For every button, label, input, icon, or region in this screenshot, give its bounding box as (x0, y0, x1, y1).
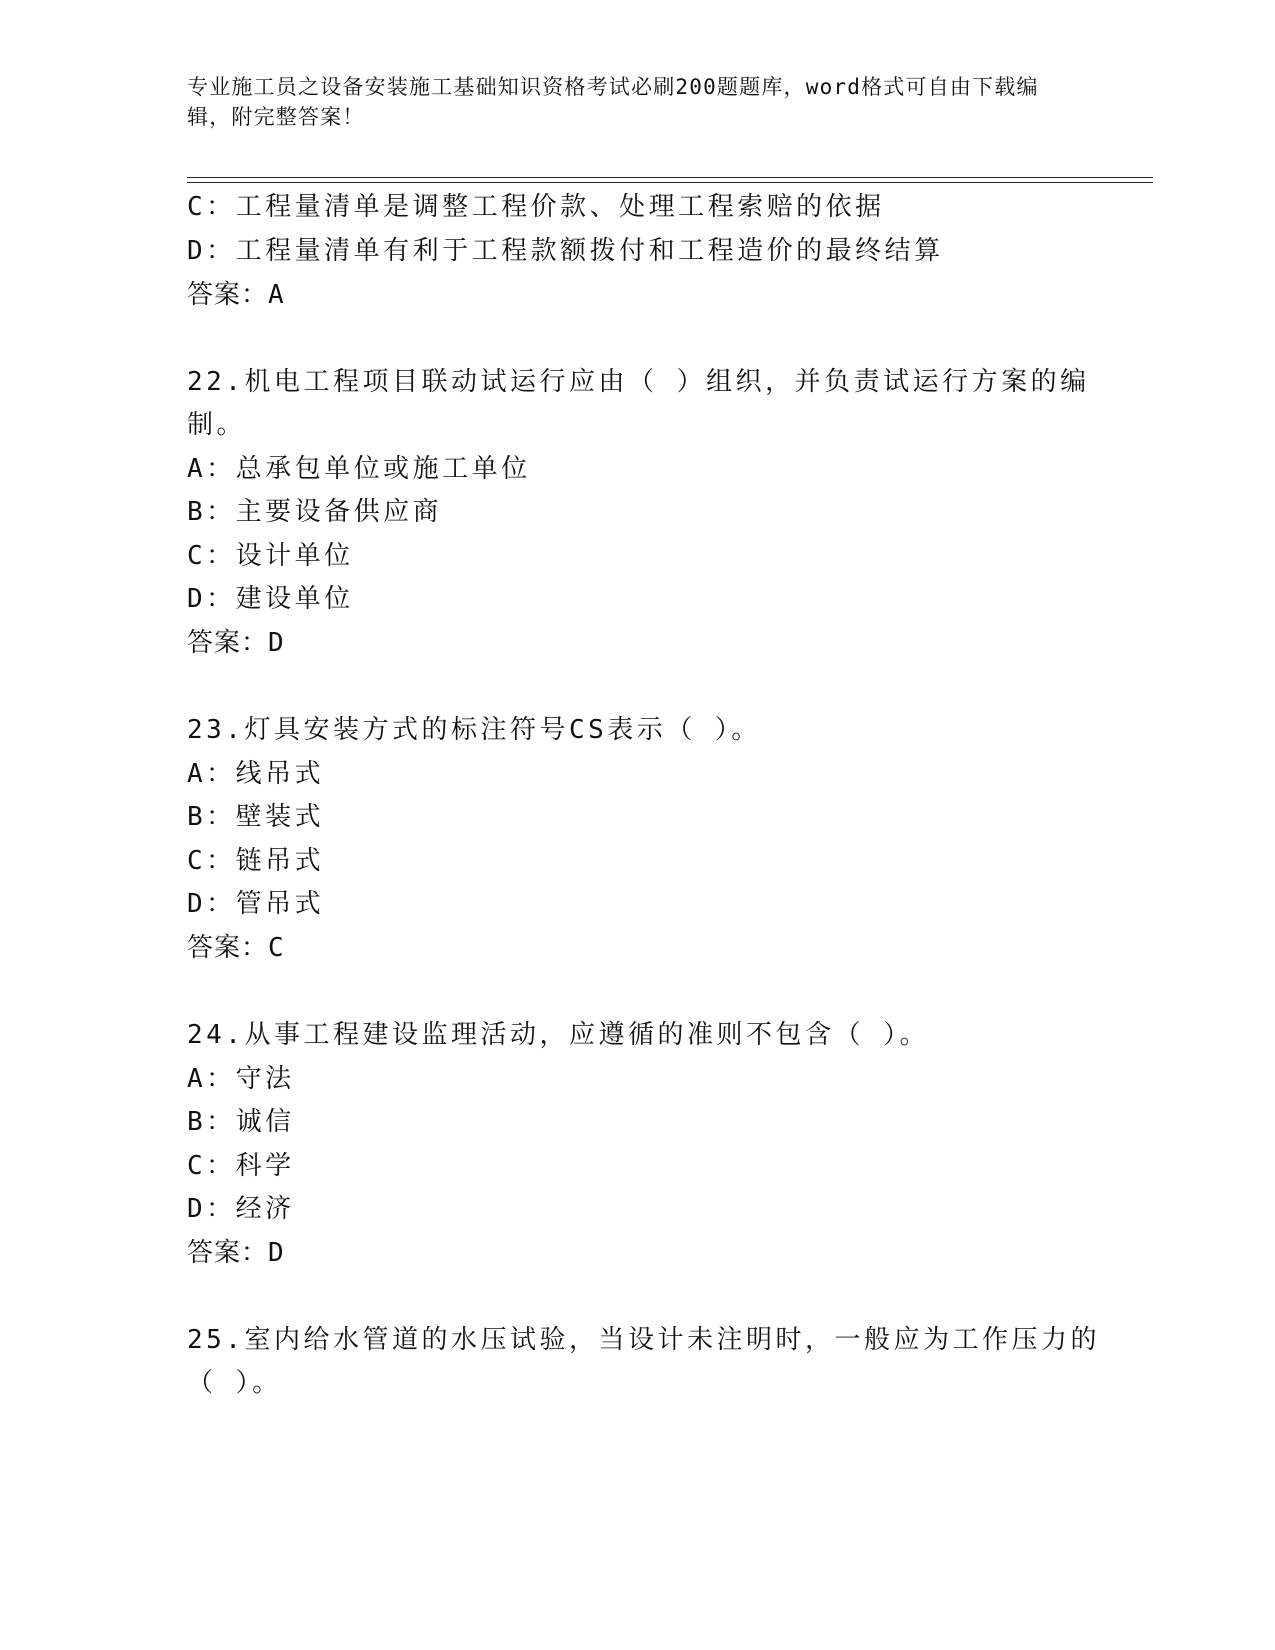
q25-stem-line1: 25.室内给水管道的水压试验，当设计未注明时，一般应为工作压力的 (187, 1325, 1100, 1355)
header-rule-bottom (187, 182, 1153, 183)
document-header: 专业施工员之设备安装施工基础知识资格考试必刷200题题库，word格式可自由下载编辑，附完整答案！ (187, 75, 1039, 129)
q23-option-a: A：线吊式 (187, 759, 325, 789)
q23-answer: 答案：C (187, 933, 285, 963)
q23-option-c: C：链吊式 (187, 846, 325, 876)
q21-option-c: C：工程量清单是调整工程价款、处理工程索赔的依据 (187, 192, 885, 222)
q24-option-c: C：科学 (187, 1151, 295, 1181)
q25-stem-line2: （ ）。 (187, 1368, 282, 1398)
q23-stem: 23.灯具安装方式的标注符号CS表示（ ）。 (187, 715, 761, 745)
q22-option-d: D：建设单位 (187, 584, 354, 614)
q22-stem-line1: 22.机电工程项目联动试运行应由（ ）组织，并负责试运行方案的编 (187, 367, 1090, 397)
q24-option-b: B：诚信 (187, 1107, 295, 1137)
q23-option-b: B：壁装式 (187, 802, 325, 832)
q22-answer: 答案：D (187, 628, 285, 658)
q22-option-a: A：总承包单位或施工单位 (187, 454, 531, 484)
q24-option-d: D：经济 (187, 1194, 295, 1224)
q24-answer: 答案：D (187, 1238, 285, 1268)
header-rule-top (187, 177, 1153, 178)
q24-option-a: A：守法 (187, 1064, 295, 1094)
q22-option-b: B：主要设备供应商 (187, 497, 443, 527)
q23-option-d: D：管吊式 (187, 889, 325, 919)
q21-option-d: D：工程量清单有利于工程款额拨付和工程造价的最终结算 (187, 236, 944, 266)
q21-answer: 答案：A (187, 280, 285, 310)
q24-stem: 24.从事工程建设监理活动，应遵循的准则不包含（ ）。 (187, 1020, 930, 1050)
q22-option-c: C：设计单位 (187, 541, 354, 571)
q22-stem-line2: 制。 (187, 410, 247, 440)
